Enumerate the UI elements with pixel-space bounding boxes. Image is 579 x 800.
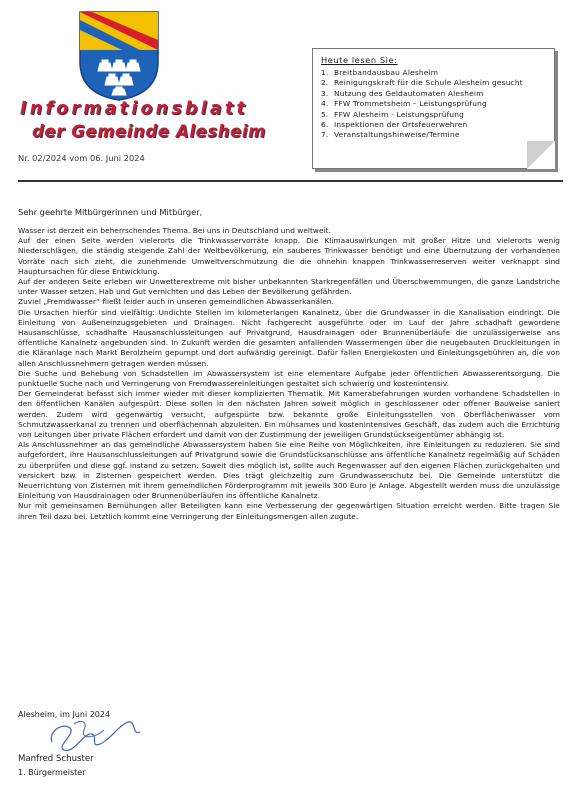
body-paragraph: Nur mit gemeinsamen Bemühungen aller Beteiligten kann eine Verbesserung der gegenwärtigen Situation erreicht werden. Bitte tragen Sie ihren Teil dazu bei. Letztlich kommt eine Verringerung der Einleitungsmengen allen zugute.	[18, 501, 560, 521]
body-paragraph: Auf der einen Seite werden vielerorts die Trinkwasservorräte knapp. Die Klimaauswirkungen mit großer Hitze und vielerorts wenig Niederschlägen, die ständig steigende Zahl der Weltbevölkerung, ein sauberes Trinkwasser benötigt und eine Übernutzung der vorhandenen Vorräte nach sich zieht, die zunehmende Umweltverschmutzung die die ohnehin knappen Trinkwasserreserven weiter verknappt sind Hauptursachen für diese Entwicklung.	[18, 236, 560, 276]
signer-name: Manfred Schuster	[18, 754, 94, 764]
toc-item-number: 6.	[321, 120, 329, 130]
toc-item	[321, 78, 523, 88]
body-paragraph: Die Suche und Behebung von Schadstellen im Abwassersystem ist eine elementare Aufgabe jeder öffentlichen Abwasserentsorgung. Die punktuelle Suche nach und Verringerung von Fremdwassereinleitungen gestaltet sich schwierig und kostenintensiv.	[18, 368, 560, 389]
toc-item-number: 7.	[321, 130, 329, 140]
place-and-date: Alesheim, im Juni 2024	[18, 710, 111, 719]
newsletter-title: Informationsblatt	[20, 99, 249, 119]
toc-heading: Heute lesen Sie:	[321, 55, 398, 65]
letter-body	[18, 226, 560, 522]
body-paragraph: Die Ursachen hierfür sind vielfältig: Undichte Stellen im kilometerlangen Kanalnetz, über die Grundwasser in die Kanalisation eindringt. Die Einleitung von Außeneinzugsgebieten und Drainagen. Nicht fachgerecht ausgeführte oder im Lauf der Jahre schadhaft gewordene Hausanschlüsse, schadhafte Hausanschlussleitungen auf Privatgrund, Hausdrainagen oder Brunnenüberläufe die unzulässigerweise ans öffentliche Kanalnetz angebunden sind. In Zukunft werden die gesamten anfallenden Wassermengen über die neugebauten Druckleitungen in die Kläranlage nach Markt Berolzheim gepumpt und dort aufwändig gereinigt. Dafür fallen Energiekosten und Einleitungsgebühren an, die von allen Anschlussnehmern getragen werden müssen.	[18, 307, 560, 368]
issue-number-date: Nr. 02/2024 vom 06. Juni 2024	[18, 153, 145, 163]
signer-title: 1. Bürgermeister	[18, 768, 86, 777]
toc-item-label: Breitbandausbau Alesheim	[334, 68, 439, 77]
header-divider	[18, 180, 563, 182]
toc-item-number: 3.	[321, 88, 329, 98]
toc-item	[321, 99, 523, 109]
toc-item-label: Veranstaltungshinweise/Termine	[334, 130, 460, 140]
municipal-coat-of-arms	[78, 10, 160, 102]
toc-item	[321, 68, 523, 78]
toc-item-number: 1.	[321, 68, 329, 77]
toc-item-number: 4.	[321, 99, 329, 109]
toc-item-label: Nutzung des Geldautomaten Alesheim	[334, 88, 484, 98]
table-of-contents-box	[312, 48, 555, 169]
toc-item	[321, 89, 523, 99]
letter-salutation: Sehr geehrte Mitbürgerinnen und Mitbürger,	[18, 207, 203, 217]
toc-item	[321, 120, 523, 130]
body-paragraph: Als Anschlussnehmer an das gemeindliche Abwassersystem haben Sie eine Reihe von Möglichkeiten, ihre Einleitungen zu reduzieren. Sie sind aufgefordert, ihre Hausanschlussleitungen auf Privatgrund sowie die Grundstücksanschlüsse ans öffentliche Kanalnetz regelmäßig auf Schäden zu überprüfen und diese ggf. instand zu setzen. Soweit dies möglich ist, sollte auch Regenwasser auf den eigenen Flächen zurückgehalten und versickert bzw. in Zisternen gespeichert werden. Dies trägt gleichzeitig zum Grundwasserschutz bei. Die Gemeinde unterstützt die Neuerrichtung von Zisternen mit ihrem gemeindlichen Förderprogramm mit jeweils 300 Euro je Anlage. Abgestellt werden muss die unzulässige Einleitung von Hausdrainagen oder Brunnenüberläufen ins öffentliche Kanalnetz.	[18, 440, 560, 501]
toc-item-label: FFW Trommetsheim – Leistungsprüfung	[334, 99, 487, 109]
toc-item-number: 5.	[321, 109, 329, 119]
toc-item	[321, 130, 523, 140]
body-paragraph: Der Gemeinderat befasst sich immer wieder mit dieser komplizierten Thematik. Mit Kamerabefahrungen wurden vorhandene Schadstellen in den öffentlichen Kanälen aufgespürt. Diese sollen in den nächsten Jahren soweit möglich in geschlossener oder offener Bauweise saniert werden. Zudem wird gegenwärtig versucht, aufgespürte bzw. bekannte große Einleitungsstellen von Oberflächenwasser vom Schmutzwasserkanal zu trennen und oberflächennah abzuleiten. Ein mühsames und kostenintensives Geschäft, das zudem auch die Errichtung von Leitungen über private Flächen erfordert und damit von der Zustimmung der jeweiligen Grundstückseigentümer abhängig ist.	[18, 389, 560, 440]
toc-item-label: Reinigungskraft für die Schule Alesheim gesucht	[334, 78, 523, 88]
page-curl-corner	[527, 141, 555, 169]
toc-item-label: FFW Alesheim - Leistungsprüfung	[334, 109, 465, 119]
body-paragraph: Auf der anderen Seite erleben wir Unwetterextreme mit bisher unbekannten Starkregenfällen und Überschwemmungen, die ganze Landstriche unter Wasser setzen. Hab und Gut vernichten und das Leben der Bevölkerung gefährden.	[18, 277, 560, 297]
toc-item-number: 2.	[321, 78, 329, 88]
handwritten-signature	[44, 712, 154, 760]
toc-item	[321, 110, 523, 120]
newsletter-subtitle: der Gemeinde Alesheim	[32, 122, 266, 141]
toc-list	[321, 68, 523, 141]
toc-item-label: Inspektionen der Ortsfeuerwehren	[334, 120, 468, 130]
body-paragraph: Wasser ist derzeit ein beherrschendes Thema. Bei uns in Deutschland und weltweit.	[18, 226, 331, 235]
body-paragraph: Zuviel „Fremdwasser“ fließt leider auch in unseren gemeindlichen Abwasserkanälen.	[18, 297, 334, 307]
